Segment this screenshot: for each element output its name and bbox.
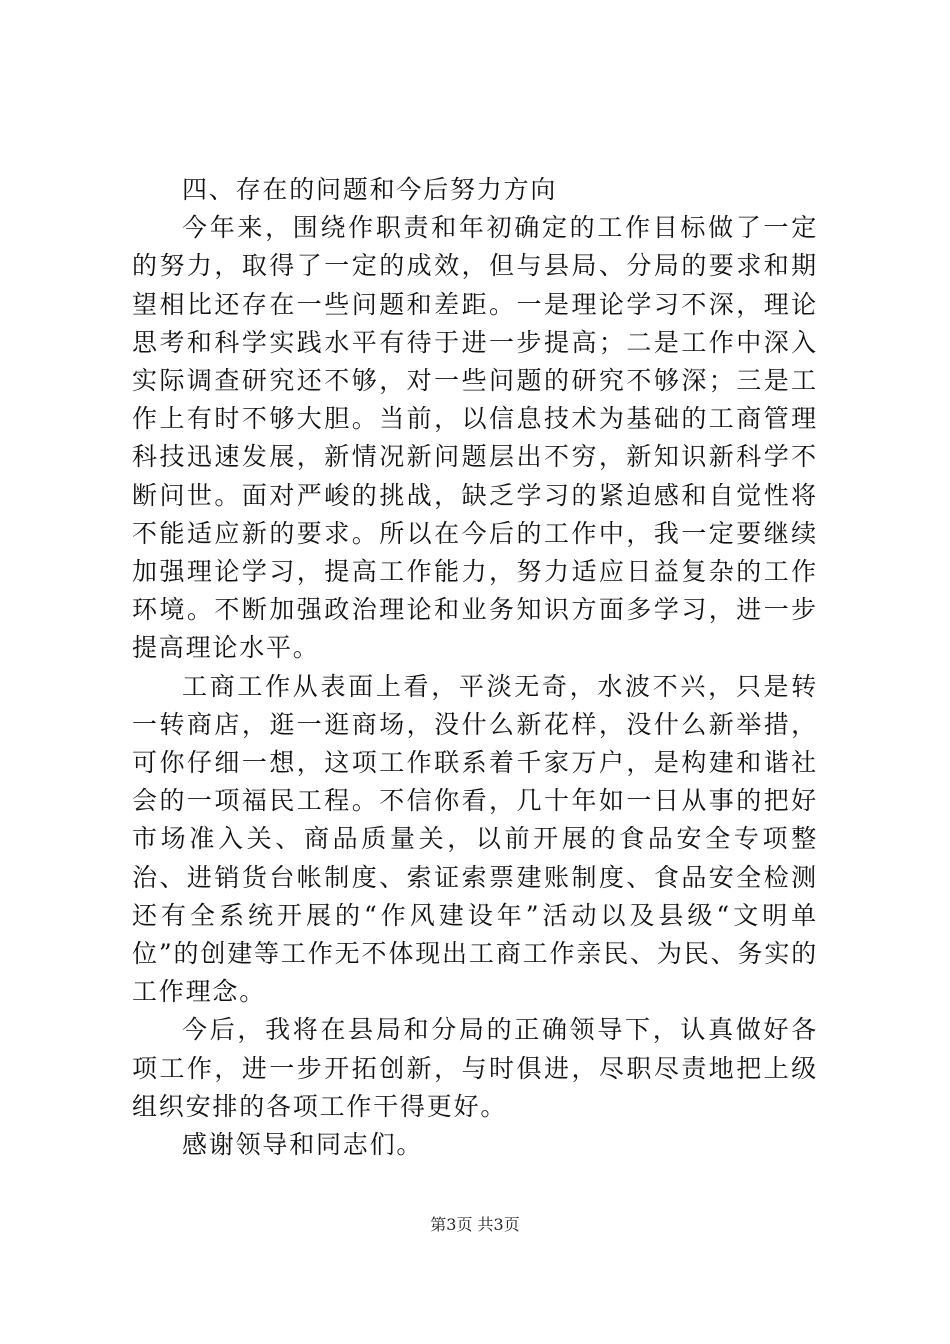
document-body (132, 171, 818, 1164)
paragraph-future: 今后，我将在县局和分局的正确领导下，认真做好各项工作，进一步开拓创新，与时俱进，尽职尽责地把上级组织安排的各项工作干得更好。 (132, 1015, 818, 1121)
paragraph-work-nature: 工商工作从表面上看，平淡无奇，水波不兴，只是转一转商店，逛一逛商场，没什么新花样，没什么新举措，可你仔细一想，这项工作联系着千家万户，是构建和谐社会的一项福民工程。不信你看，几十年如一日从事的把好市场准入关、商品质量关，以前开展的食品安全专项整治、进销货台帐制度、索证索票建账制度、食品安全检测还有全系统开展的“作风建设年”活动以及县级“文明单位”的创建等工作无不体现出工商工作亲民、为民、务实的工作理念。 (132, 671, 818, 1007)
page-footer: 第3页 共3页 (430, 1215, 520, 1234)
paragraph-thanks: 感谢领导和同志们。 (182, 1130, 424, 1160)
paragraph-problems: 今年来，围绕作职责和年初确定的工作目标做了一定的努力，取得了一定的成效，但与县局、分局的要求和期望相比还存在一些问题和差距。一是理论学习不深，理论思考和科学实践水平有待于进一步提高；二是工作中深入实际调查研究还不够，对一些问题的研究不够深；三是工作上有时不够大胆。当前，以信息技术为基础的工商管理科技迅速发展，新情况新问题层出不穷，新知识新科学不断问世。面对严峻的挑战，缺乏学习的紧迫感和自觉性将不能适应新的要求。所以在今后的工作中，我一定要继续加强理论学习，提高工作能力，努力适应日益复杂的工作环境。不断加强政治理论和业务知识方面多学习，进一步提高理论水平。 (132, 213, 818, 663)
section-heading: 四、存在的问题和今后努力方向 (182, 175, 558, 204)
